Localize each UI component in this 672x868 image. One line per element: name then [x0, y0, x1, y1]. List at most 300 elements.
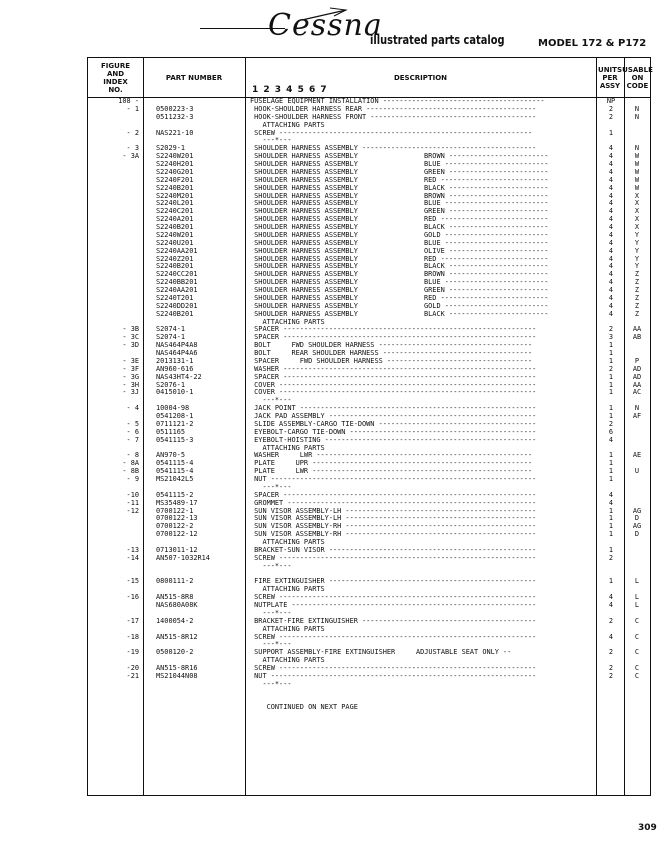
description: SHOULDER HARNESS ASSEMBLY	[250, 167, 358, 176]
usable-on-code: N	[634, 112, 640, 121]
part-number: S2240F201	[156, 175, 194, 184]
description: ATTACHING PARTS	[250, 120, 325, 129]
usable-on-code: D	[634, 530, 640, 539]
figure-index: - 3A	[122, 152, 139, 161]
usable-on-code: AD	[632, 372, 642, 381]
part-number: NAS680A08K	[156, 601, 198, 609]
figure-index: - 5	[126, 419, 139, 428]
description: SHOULDER HARNESS ASSEMBLY	[250, 230, 358, 239]
usable-on-code: Z	[634, 309, 640, 318]
units-per-assy: 4	[608, 601, 614, 609]
description: FUSELAGE EQUIPMENT INSTALLATION ---------------------------------------	[250, 97, 545, 105]
description: SHOULDER HARNESS ASSEMBLY	[250, 191, 358, 200]
description: ATTACHING PARTS	[250, 443, 325, 452]
description: SHOULDER HARNESS ASSEMBLY	[250, 309, 358, 318]
description: PLATE LWR -----------------------------------------------------	[250, 467, 533, 476]
units-per-assy: 2	[608, 112, 614, 121]
usable-on-code: U	[634, 467, 640, 476]
figure-index: - 3F	[122, 364, 139, 373]
description: SCREW --------------------------------------------------------------	[250, 593, 537, 602]
figure-index: -11	[126, 498, 139, 507]
description: BOLT REAR SHOULDER HARNESS ------------------------------------	[250, 349, 533, 357]
part-number: S2029-1	[156, 144, 186, 153]
color-spec: GREEN ------------------------	[424, 286, 549, 294]
description: BOLT FWD SHOULDER HARNESS -------------------------------------	[250, 341, 533, 350]
usable-on-code: Z	[634, 293, 640, 302]
description: ---*---	[250, 608, 292, 617]
usable-on-code: Z	[634, 286, 640, 294]
units-per-assy: 4	[608, 286, 614, 294]
table-row	[88, 704, 652, 712]
units-per-assy: 2	[608, 664, 614, 672]
units-per-assy: 2	[608, 671, 614, 680]
col-header-figure: FIGURE AND INDEX NO.	[101, 61, 130, 94]
col-header-part: PART NUMBER	[165, 73, 223, 82]
figure-index: - 9	[126, 475, 139, 483]
part-number: S2240M201	[156, 191, 194, 200]
units-per-assy: 4	[608, 309, 614, 318]
table-row	[88, 563, 652, 571]
usable-on-code: L	[634, 577, 640, 586]
table-row	[88, 130, 652, 138]
description: ---*---	[250, 561, 292, 570]
table-body	[88, 98, 652, 712]
description: ---*---	[250, 679, 292, 688]
units-per-assy: 2	[608, 648, 614, 657]
table-row	[88, 602, 652, 610]
usable-on-code: Y	[634, 238, 640, 247]
units-per-assy: 1	[608, 372, 614, 381]
color-spec: BLACK ------------------------	[424, 183, 549, 192]
description: ---*---	[250, 396, 292, 405]
part-number: 0500120-2	[156, 648, 194, 657]
units-per-assy: 4	[608, 632, 614, 641]
units-per-assy: 4	[608, 498, 614, 507]
description: BRACKET-SUN VISOR --------------------------------------------------	[250, 545, 537, 554]
description: SPACER -------------------------------------------------------------	[250, 333, 537, 342]
description: JACK PAD ASSEMBLY --------------------------------------------------	[250, 412, 537, 420]
description: JACK POINT ---------------------------------------------------------	[250, 404, 537, 413]
description: SPACER FWD SHOULDER HARNESS -----------------------------------	[250, 356, 533, 365]
figure-index: - 3H	[122, 380, 139, 389]
part-number: 0700122-1	[156, 506, 194, 515]
description: SHOULDER HARNESS ASSEMBLY	[250, 301, 358, 310]
units-per-assy: 4	[608, 175, 614, 184]
color-spec: BROWN ------------------------	[424, 152, 549, 161]
description: SHOULDER HARNESS ASSEMBLY	[250, 215, 358, 224]
table-row	[88, 555, 652, 563]
units-per-assy: 4	[608, 278, 614, 287]
color-spec: BLACK ------------------------	[424, 262, 549, 271]
color-spec: GREEN ------------------------	[424, 207, 549, 216]
units-per-assy: 4	[608, 230, 614, 239]
usable-on-code: AG	[632, 522, 642, 531]
description: SLIDE ASSEMBLY-CARGO TIE-DOWN --------------------------------------	[250, 419, 537, 428]
part-number: S2240W201	[156, 152, 194, 161]
units-per-assy: 1	[608, 459, 614, 468]
units-per-assy: 1	[608, 349, 614, 357]
usable-on-code: C	[634, 648, 640, 657]
units-per-assy: 4	[608, 144, 614, 153]
col-header-units: UNITS PER ASSY	[598, 65, 622, 90]
part-number: 0541115-4	[156, 459, 194, 468]
part-number: S2240B201	[156, 262, 194, 271]
description: SHOULDER HARNESS ASSEMBLY	[250, 246, 358, 255]
part-number: 0500223-3	[156, 104, 194, 113]
units-per-assy: 1	[608, 404, 614, 413]
part-number: AN515-8R16	[156, 664, 198, 672]
description: PLATE UPR -----------------------------------------------------	[250, 459, 533, 468]
description: COVER --------------------------------------------------------------	[250, 388, 537, 397]
units-per-assy: 4	[608, 593, 614, 602]
units-per-assy: 4	[608, 301, 614, 310]
units-per-assy: 1	[608, 506, 614, 515]
figure-index: - 3B	[122, 325, 139, 334]
description: ---*---	[250, 482, 292, 491]
table-row	[88, 389, 652, 397]
description: NUTPLATE -----------------------------------------------------------	[250, 601, 537, 609]
part-number: AN515-8R12	[156, 632, 198, 641]
units-per-assy: 4	[608, 160, 614, 168]
description: SHOULDER HARNESS ASSEMBLY	[250, 286, 358, 294]
description: CONTINUED ON NEXT PAGE	[250, 703, 358, 712]
part-number: MS35489-17	[156, 498, 198, 507]
description: SHOULDER HARNESS ASSEMBLY	[250, 293, 358, 302]
color-spec: RED --------------------------	[424, 293, 549, 302]
units-per-assy: 4	[608, 270, 614, 279]
units-per-assy: 1	[608, 380, 614, 389]
units-per-assy: NP	[606, 97, 616, 105]
description: SHOULDER HARNESS ASSEMBLY	[250, 175, 358, 184]
units-per-assy: 4	[608, 167, 614, 176]
units-per-assy: 4	[608, 293, 614, 302]
figure-index: - 4	[126, 404, 139, 413]
color-spec: BLACK ------------------------	[424, 309, 549, 318]
usable-on-code: Y	[634, 230, 640, 239]
description: ---*---	[250, 136, 292, 145]
description: HOOK-SHOULDER HARNESS REAR -----------------------------------------	[250, 104, 537, 113]
units-per-assy: 1	[608, 467, 614, 476]
figure-index: - 3J	[122, 388, 139, 397]
description: SHOULDER HARNESS ASSEMBLY	[250, 160, 358, 168]
units-per-assy: 4	[608, 183, 614, 192]
part-number: 0713011-12	[156, 545, 198, 554]
usable-on-code: N	[634, 144, 640, 153]
description: ATTACHING PARTS	[250, 317, 325, 326]
part-number: S2240B201	[156, 309, 194, 318]
usable-on-code: Z	[634, 301, 640, 310]
description: GROMMET ------------------------------------------------------------	[250, 498, 537, 507]
part-number: AN515-8R8	[156, 593, 194, 602]
figure-index: - 2	[126, 128, 139, 137]
usable-on-code: C	[634, 632, 640, 641]
part-number: S2240W201	[156, 230, 194, 239]
usable-on-code: W	[634, 167, 640, 176]
units-per-assy: 2	[608, 553, 614, 562]
description: SHOULDER HARNESS ASSEMBLY	[250, 254, 358, 263]
figure-index: - 3D	[122, 341, 139, 350]
part-number: S2240Z201	[156, 254, 194, 263]
color-spec: GOLD -------------------------	[424, 301, 549, 310]
units-per-assy: 4	[608, 435, 614, 444]
part-number: S2240AA201	[156, 286, 198, 294]
units-per-assy: 4	[608, 207, 614, 216]
part-number: S2240C201	[156, 207, 194, 216]
figure-index: -17	[126, 616, 139, 625]
units-per-assy: 1	[608, 128, 614, 137]
table-row	[88, 689, 652, 697]
units-per-assy: 4	[608, 191, 614, 200]
color-spec: BROWN ------------------------	[424, 191, 549, 200]
table-row	[88, 697, 652, 705]
figure-index: -15	[126, 577, 139, 586]
table-row	[88, 114, 652, 122]
color-spec: BLUE -------------------------	[424, 160, 549, 168]
table-row	[88, 618, 652, 626]
description: SHOULDER HARNESS ASSEMBLY	[250, 207, 358, 216]
usable-on-code: C	[634, 616, 640, 625]
description: SHOULDER HARNESS ASSEMBLY	[250, 199, 358, 208]
figure-index: -18	[126, 632, 139, 641]
figure-index: -13	[126, 545, 139, 554]
color-spec: BLUE -------------------------	[424, 199, 549, 208]
units-per-assy: 1	[608, 577, 614, 586]
part-number: NAS43HT4-22	[156, 372, 202, 381]
units-per-assy: 3	[608, 333, 614, 342]
table-row	[88, 578, 652, 586]
part-number: 0541115-3	[156, 435, 194, 444]
units-per-assy: 1	[608, 514, 614, 523]
part-number: 0541115-4	[156, 467, 194, 476]
figure-index: -21	[126, 671, 139, 680]
description: SUN VISOR ASSEMBLY-LH ----------------------------------------------	[250, 514, 537, 523]
usable-on-code: Y	[634, 254, 640, 263]
table-row	[88, 437, 652, 445]
usable-on-code: X	[634, 207, 640, 216]
units-per-assy: 4	[608, 238, 614, 247]
indent-levels: 1 2 3 4 5 6 7	[252, 85, 328, 95]
units-per-assy: 4	[608, 215, 614, 224]
units-per-assy: 4	[608, 254, 614, 263]
usable-on-code: AE	[632, 451, 642, 460]
description: WASHER -------------------------------------------------------------	[250, 364, 537, 373]
units-per-assy: 2	[608, 325, 614, 334]
figure-index: -19	[126, 648, 139, 657]
description: SPACER -------------------------------------------------------------	[250, 372, 537, 381]
model-label: MODEL 172 & P172	[538, 38, 647, 49]
description: SCREW --------------------------------------------------------------	[250, 553, 537, 562]
brand-logo: Cessna	[268, 8, 383, 43]
color-spec: RED --------------------------	[424, 215, 549, 224]
part-number: MS21042L5	[156, 475, 194, 483]
description: SUN VISOR ASSEMBLY-RH ----------------------------------------------	[250, 530, 537, 539]
description: ATTACHING PARTS	[250, 624, 325, 633]
part-number: 0541208-1	[156, 412, 194, 420]
usable-on-code: AG	[632, 506, 642, 515]
part-number: 2013131-1	[156, 356, 194, 365]
units-per-assy: 2	[608, 616, 614, 625]
figure-index: 108 -	[118, 97, 139, 105]
units-per-assy: 2	[608, 104, 614, 113]
col-header-desc: DESCRIPTION	[393, 73, 448, 82]
figure-index: - 8A	[122, 459, 139, 468]
part-number: 0700122-13	[156, 514, 198, 523]
usable-on-code: AA	[632, 325, 642, 334]
description: SHOULDER HARNESS ASSEMBLY	[250, 223, 358, 231]
description: SHOULDER HARNESS ASSEMBLY	[250, 278, 358, 287]
description: NUT ----------------------------------------------------------------	[250, 671, 537, 680]
units-per-assy: 2	[608, 419, 614, 428]
description: FIRE EXTINGUISHER --------------------------------------------------	[250, 577, 537, 586]
description: SHOULDER HARNESS ASSEMBLY	[250, 270, 358, 279]
part-number: 0700122-2	[156, 522, 194, 531]
usable-on-code: X	[634, 199, 640, 208]
color-spec: BLACK ------------------------	[424, 223, 549, 231]
part-number: S2240B201	[156, 183, 194, 192]
table-row	[88, 476, 652, 484]
usable-on-code: L	[634, 593, 640, 602]
figure-index: - 6	[126, 427, 139, 436]
part-number: NAS221-10	[156, 128, 194, 137]
page-number: 309	[638, 823, 657, 833]
description: SHOULDER HARNESS ASSEMBLY	[250, 262, 358, 271]
table-row	[88, 531, 652, 539]
color-spec: RED --------------------------	[424, 254, 549, 263]
usable-on-code: AC	[632, 388, 642, 397]
figure-index: -16	[126, 593, 139, 602]
figure-index: -12	[126, 506, 139, 515]
units-per-assy: 1	[608, 522, 614, 531]
figure-index: -10	[126, 490, 139, 499]
part-number: S2240G201	[156, 167, 194, 176]
color-spec: BLUE -------------------------	[424, 278, 549, 287]
description: SHOULDER HARNESS ASSEMBLY	[250, 152, 358, 161]
usable-on-code: AF	[632, 412, 642, 420]
usable-on-code: AB	[632, 333, 642, 342]
part-number: 0700122-12	[156, 530, 198, 539]
description: EYEBOLT-CARGO TIE-DOWN ---------------------------------------------	[250, 427, 537, 436]
catalog-title: illustrated parts catalog	[370, 33, 505, 47]
units-per-assy: 1	[608, 388, 614, 397]
usable-on-code: L	[634, 601, 640, 609]
part-number: S2240AA201	[156, 246, 198, 255]
units-per-assy: 1	[608, 451, 614, 460]
units-per-assy: 4	[608, 262, 614, 271]
part-number: 10004-98	[156, 404, 190, 413]
page-header	[0, 0, 672, 60]
table-row	[88, 649, 652, 657]
table-row	[88, 673, 652, 681]
description: SPACER -------------------------------------------------------------	[250, 325, 537, 334]
units-per-assy: 4	[608, 199, 614, 208]
units-per-assy: 6	[608, 427, 614, 436]
part-number: S2074-1	[156, 325, 186, 334]
color-spec: BROWN ------------------------	[424, 270, 549, 279]
color-spec: RED --------------------------	[424, 175, 549, 184]
part-number: S2240B201	[156, 223, 194, 231]
usable-on-code: W	[634, 183, 640, 192]
description: BRACKET-FIRE EXTINGUISHER ------------------------------------------	[250, 616, 537, 625]
description: NUT ----------------------------------------------------------------	[250, 475, 537, 483]
figure-index: - 3	[126, 144, 139, 153]
usable-on-code: AD	[632, 364, 642, 373]
figure-index: - 8	[126, 451, 139, 460]
part-number: AN960-616	[156, 364, 194, 373]
table-row	[88, 681, 652, 689]
part-number: 0541115-2	[156, 490, 194, 499]
description: ATTACHING PARTS	[250, 585, 325, 594]
usable-on-code: X	[634, 223, 640, 231]
units-per-assy: 1	[608, 341, 614, 350]
usable-on-code: W	[634, 175, 640, 184]
color-spec: GREEN ------------------------	[424, 167, 549, 176]
usable-on-code: X	[634, 191, 640, 200]
units-per-assy: 4	[608, 152, 614, 161]
part-number: NAS464P4A8	[156, 341, 198, 350]
figure-index: - 3G	[122, 372, 139, 381]
part-number: S2240DD201	[156, 301, 198, 310]
part-number: S2240CC201	[156, 270, 198, 279]
part-number: 1400054-2	[156, 616, 194, 625]
description: HOOK-SHOULDER HARNESS FRONT ----------------------------------------	[250, 112, 537, 121]
units-per-assy: 1	[608, 530, 614, 539]
description: COVER --------------------------------------------------------------	[250, 380, 537, 389]
units-per-assy: 4	[608, 223, 614, 231]
description: SHOULDER HARNESS ASSEMBLY	[250, 238, 358, 247]
description: ---*---	[250, 640, 292, 649]
part-number: S2240T201	[156, 293, 194, 302]
table-row	[88, 634, 652, 642]
figure-index: -14	[126, 553, 139, 562]
part-number: MS21044N08	[156, 671, 198, 680]
description: SUN VISOR ASSEMBLY-LH ----------------------------------------------	[250, 506, 537, 515]
part-number: S2240BB201	[156, 278, 198, 287]
color-spec: GOLD -------------------------	[424, 230, 549, 239]
color-spec: BLUE -------------------------	[424, 238, 549, 247]
col-header-code: USABLE ON CODE	[622, 65, 653, 90]
usable-on-code: P	[634, 356, 640, 365]
units-per-assy: 1	[608, 412, 614, 420]
usable-on-code: Y	[634, 262, 640, 271]
usable-on-code: C	[634, 671, 640, 680]
figure-index: - 8B	[122, 467, 139, 476]
part-number: S2074-1	[156, 333, 186, 342]
part-number: S2240L201	[156, 199, 194, 208]
description: SUN VISOR ASSEMBLY-RH ----------------------------------------------	[250, 522, 537, 531]
usable-on-code: Y	[634, 246, 640, 255]
description: SCREW --------------------------------------------------------------	[250, 664, 537, 672]
description: SHOULDER HARNESS ASSEMBLY	[250, 183, 358, 192]
usable-on-code: C	[634, 664, 640, 672]
figure-index: -20	[126, 664, 139, 672]
part-number: 0511232-3	[156, 112, 194, 121]
part-number: NAS464P4A6	[156, 349, 198, 357]
usable-on-code: X	[634, 215, 640, 224]
usable-on-code: W	[634, 152, 640, 161]
usable-on-code: Z	[634, 270, 640, 279]
usable-on-code: AA	[632, 380, 642, 389]
part-number: AN970-5	[156, 451, 186, 460]
units-per-assy: 2	[608, 364, 614, 373]
part-number: S2240U201	[156, 238, 194, 247]
description: SCREW -------------------------------------------------------------	[250, 128, 533, 137]
usable-on-code: N	[634, 404, 640, 413]
description: EYEBOLT-HOISTING ---------------------------------------------------	[250, 435, 537, 444]
units-per-assy: 4	[608, 490, 614, 499]
figure-index: - 3E	[122, 356, 139, 365]
part-number: 0800111-2	[156, 577, 194, 586]
part-number: 0415010-1	[156, 388, 194, 397]
